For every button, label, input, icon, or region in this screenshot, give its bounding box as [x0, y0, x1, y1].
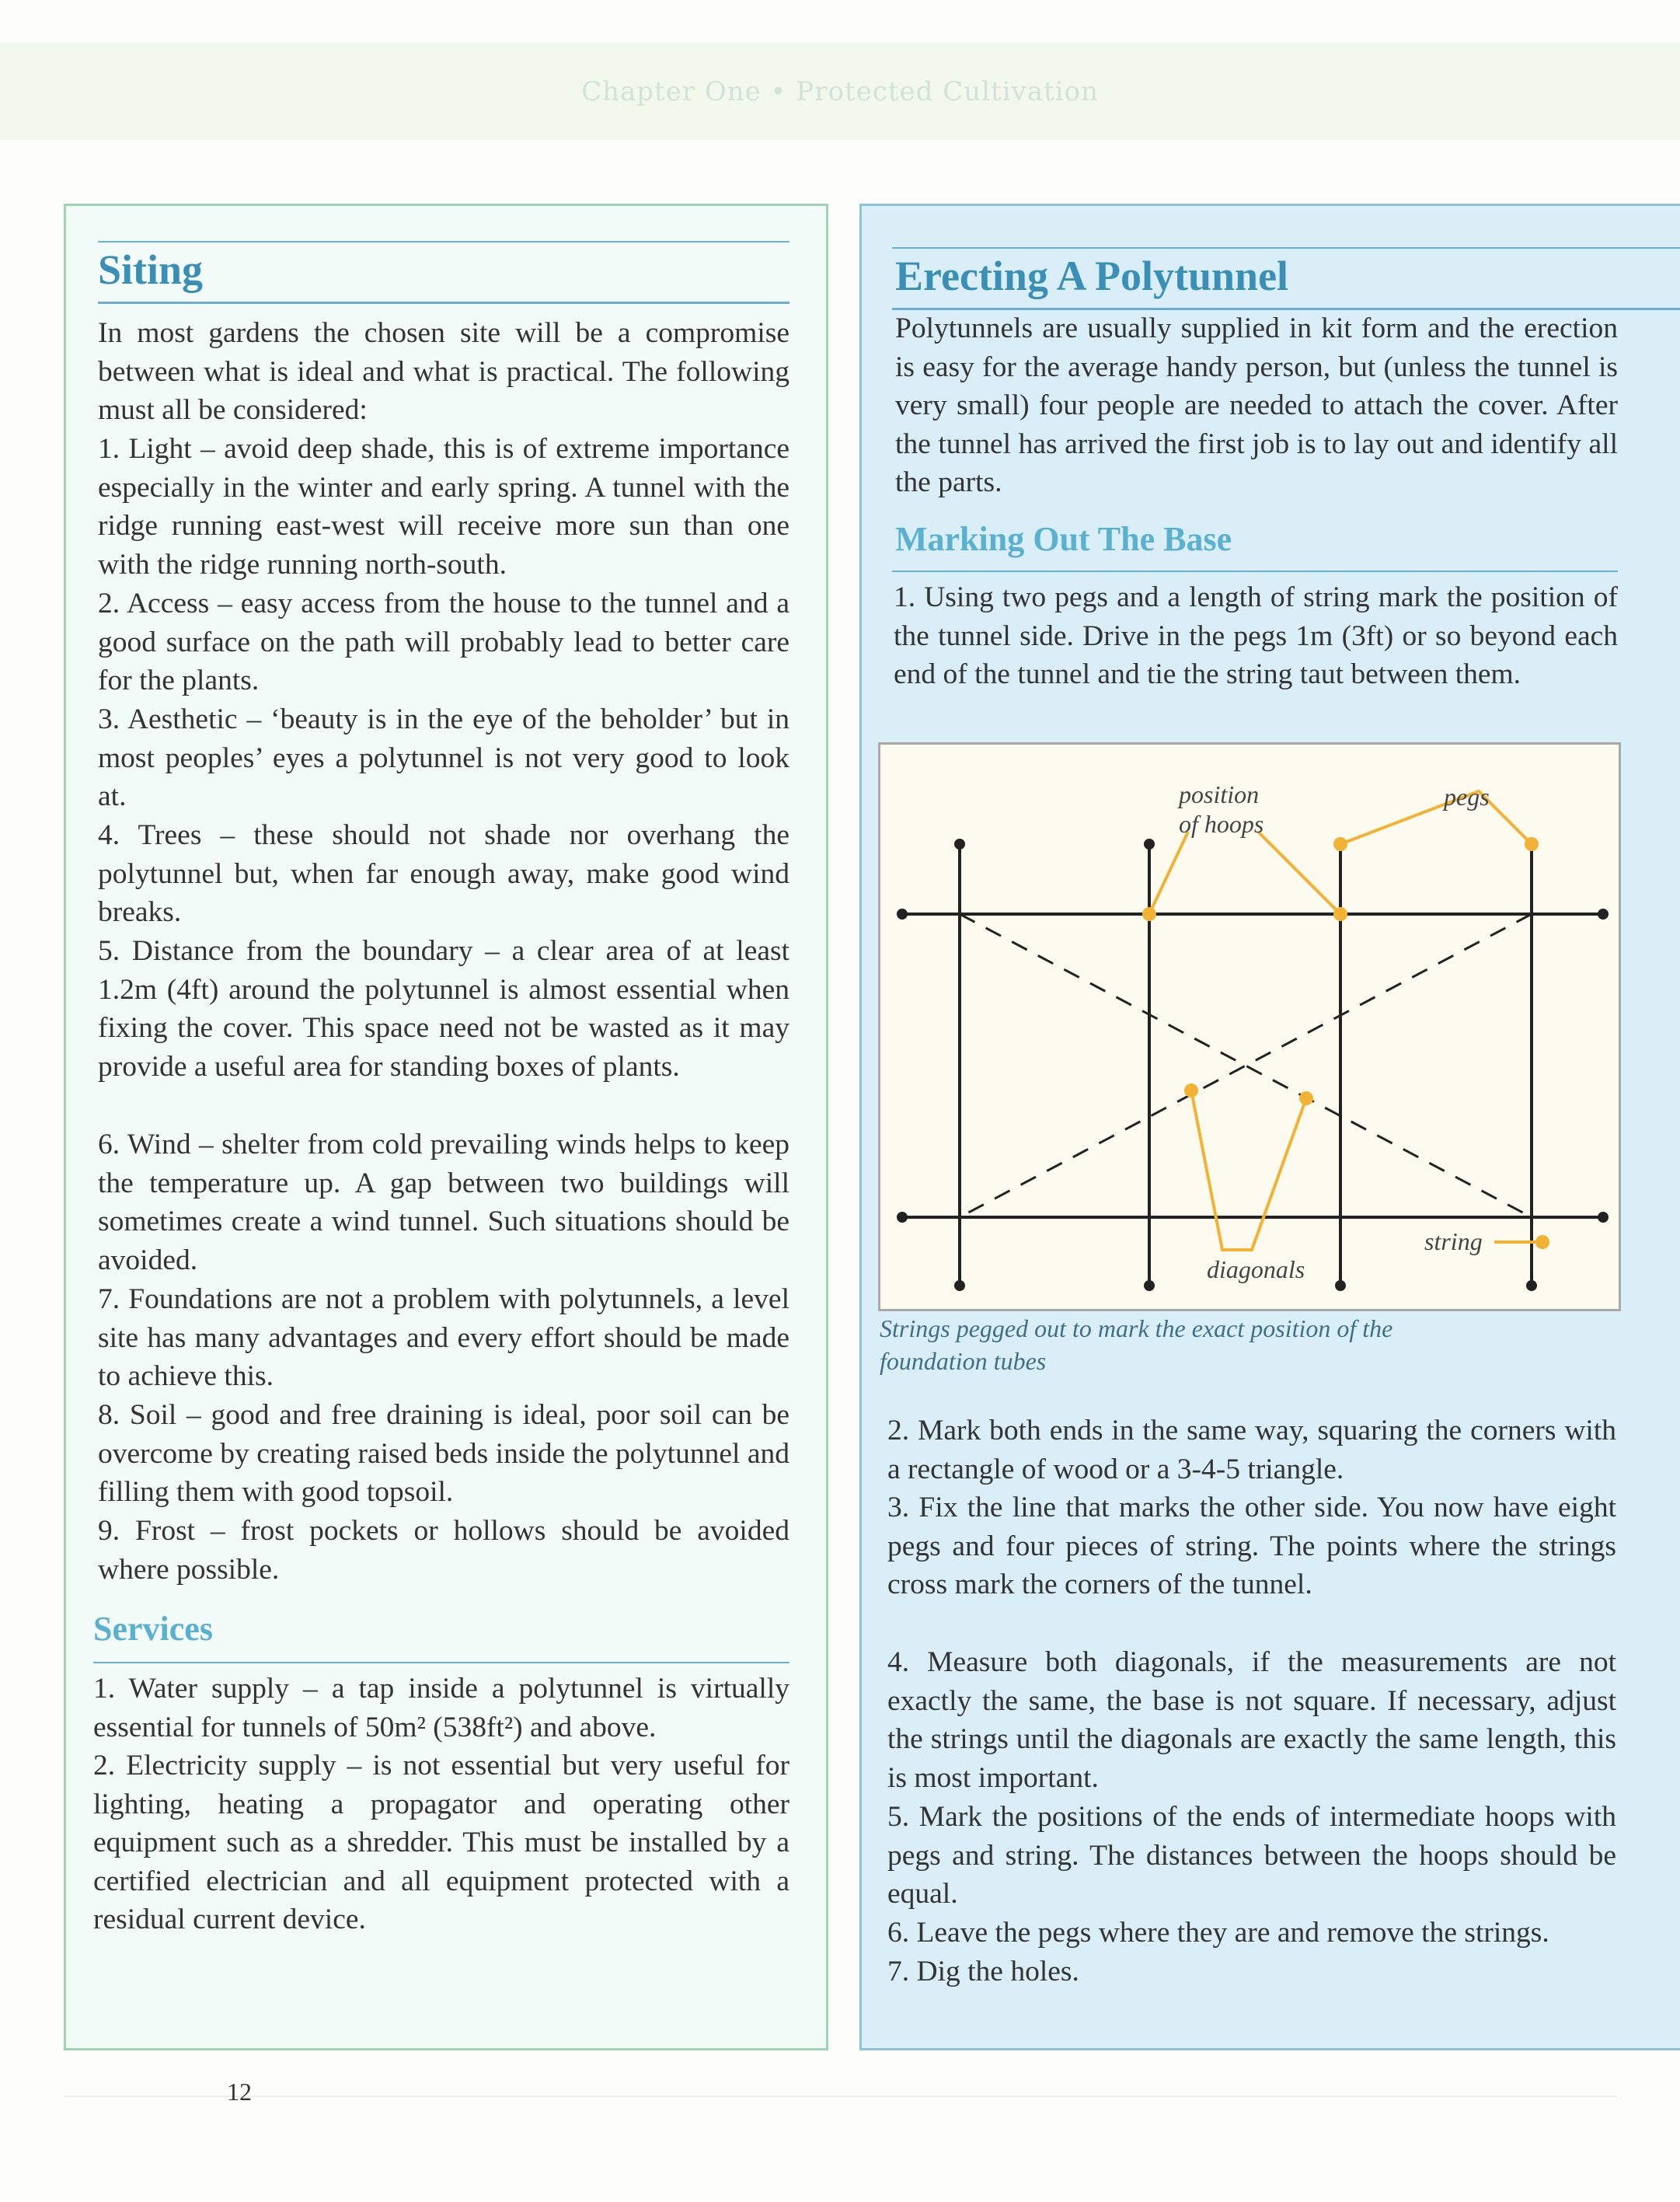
leader-hoop-1: [1149, 832, 1188, 914]
label-string: string: [1424, 1227, 1483, 1255]
marker-diagonal-1: [1184, 1084, 1198, 1098]
leader-pegs: [1340, 791, 1532, 844]
marker-string: [1535, 1235, 1549, 1249]
erecting-rule-top: [892, 247, 1680, 249]
erecting-heading: Erecting A Polytunnel: [895, 253, 1289, 299]
leader-diagonals: [1191, 1091, 1306, 1250]
marking-step-6: 6. Leave the pegs where they are and remove the strings.: [887, 1917, 1549, 1949]
peg-top-left: [897, 909, 908, 920]
siting-item-8: 8. Soil – good and free draining is ideal, poor soil can be overcome by creating raised beds inside the polytunnel and filling them with good topsoil.: [98, 1399, 789, 1508]
marking-step-3: 3. Fix the line that marks the other side. You now have eight pegs and four pieces of string. The points where the strings cross mark the corners of the tunnel.: [887, 1492, 1616, 1600]
services-item-1: 1. Water supply – a tap inside a polytunnel is virtually essential for tunnels of 50m² (538ft²) and above.: [93, 1673, 789, 1743]
siting-heading: Siting: [98, 246, 204, 293]
label-diagonals: diagonals: [1207, 1255, 1305, 1283]
peg-end-1-top: [954, 839, 965, 850]
figure-caption: Strings pegged out to mark the exact position of the foundation tubes: [880, 1314, 1393, 1375]
services-heading: Services: [93, 1610, 213, 1648]
marking-step-1: 1. Using two pegs and a length of string mark the position of the tunnel side. Drive in the pegs 1m (3ft) or so beyond each end of the tunnel and tie the string taut between them.: [894, 581, 1618, 690]
siting-item-2: 2. Access – easy access from the house to the tunnel and a good surface on the path will probably lead to better care for the plants.: [98, 588, 789, 696]
marking-heading: Marking Out The Base: [895, 520, 1232, 558]
marking-step-2: 2. Mark both ends in the same way, squaring the corners with a rectangle of wood or a 3-4-5 triangle.: [887, 1415, 1616, 1485]
label-position: position: [1179, 780, 1260, 808]
siting-item-4: 4. Trees – these should not shade nor overhang the polytunnel but, when far enough away, make good wind breaks.: [98, 819, 789, 928]
peg-hoop-1-bottom: [1144, 1280, 1155, 1291]
peg-hoop-2-bottom: [1335, 1280, 1346, 1291]
siting-item-1: 1. Light – avoid deep shade, this is of extreme importance especially in the winter and early spring. A tunnel with the ridge running east-west will receive more sun than one with the ridge running north-south.: [98, 433, 789, 581]
services-rule: [93, 1662, 789, 1663]
diagram-svg: [880, 745, 1619, 1309]
marker-diagonal-2: [1299, 1091, 1313, 1105]
peg-bottom-right: [1598, 1212, 1609, 1223]
marker-peg-1: [1333, 837, 1347, 851]
marking-step-7: 7. Dig the holes.: [887, 1956, 1079, 1987]
siting-item-3: 3. Aesthetic – ‘beauty is in the eye of the beholder’ but in most peoples’ eyes a polytunnel is not very good to look at.: [98, 703, 789, 812]
marking-step-5: 5. Mark the positions of the ends of intermediate hoops with pegs and string. The distances between the hoops should be equal.: [887, 1801, 1616, 1910]
page-number: 12: [227, 2078, 252, 2106]
services-item-2: 2. Electricity supply – is not essential but very useful for lighting, heating a propagator and operating other equipment such as a shredder. This must be installed by a certified electrician and all equipment protected with a residual current device.: [93, 1750, 789, 1935]
siting-item-6: 6. Wind – shelter from cold prevailing winds helps to keep the temperature up. A gap between two buildings will sometimes create a wind tunnel. Such situations should be avoided.: [98, 1129, 789, 1276]
label-pegs: pegs: [1444, 783, 1490, 811]
siting-item-9: 9. Frost – frost pockets or hollows should be avoided where possible.: [98, 1515, 789, 1586]
siting-item-7: 7. Foundations are not a problem with polytunnels, a level site has many advantages and every effort should be made to achieve this.: [98, 1283, 789, 1392]
string-diagram: [878, 742, 1621, 1311]
siting-item-5: 5. Distance from the boundary – a clear area of at least 1.2m (4ft) around the polytunnel is almost essential when fixing the cover. This space need not be wasted as it may provide a useful area for standing boxes of plants.: [98, 935, 789, 1083]
marker-hoop-2: [1333, 907, 1347, 921]
marker-peg-2: [1525, 837, 1539, 851]
peg-end-2-bottom: [1526, 1280, 1537, 1291]
leader-hoop-2: [1258, 832, 1340, 914]
marker-hoop-1: [1142, 907, 1156, 921]
running-head: Chapter One • Protected Cultivation: [581, 76, 1099, 107]
peg-top-right: [1598, 909, 1609, 920]
erecting-intro: Polytunnels are usually supplied in kit form and the erection is easy for the average handy person, but (unless the tunnel is very small) four people are needed to attach the cover. After the tunnel has arrived the first job is to lay out and identify all the parts.: [895, 312, 1618, 498]
marking-rule: [892, 571, 1618, 572]
peg-bottom-left: [897, 1212, 908, 1223]
heading-rule-bottom: [98, 302, 789, 304]
siting-intro: In most gardens the chosen site will be a compromise between what is ideal and what is practical. The following must all be considered:: [98, 317, 789, 426]
footer-rule: [64, 2096, 1618, 2097]
marking-step-4: 4. Measure both diagonals, if the measurements are not exactly the same, the base is not square. If necessary, adjust the strings until the diagonals are exactly the same length, this is most important.: [887, 1646, 1616, 1794]
peg-hoop-1-top: [1144, 839, 1155, 850]
peg-end-1-bottom: [954, 1280, 965, 1291]
heading-rule-top: [98, 241, 789, 243]
label-of-hoops: of hoops: [1179, 810, 1264, 838]
